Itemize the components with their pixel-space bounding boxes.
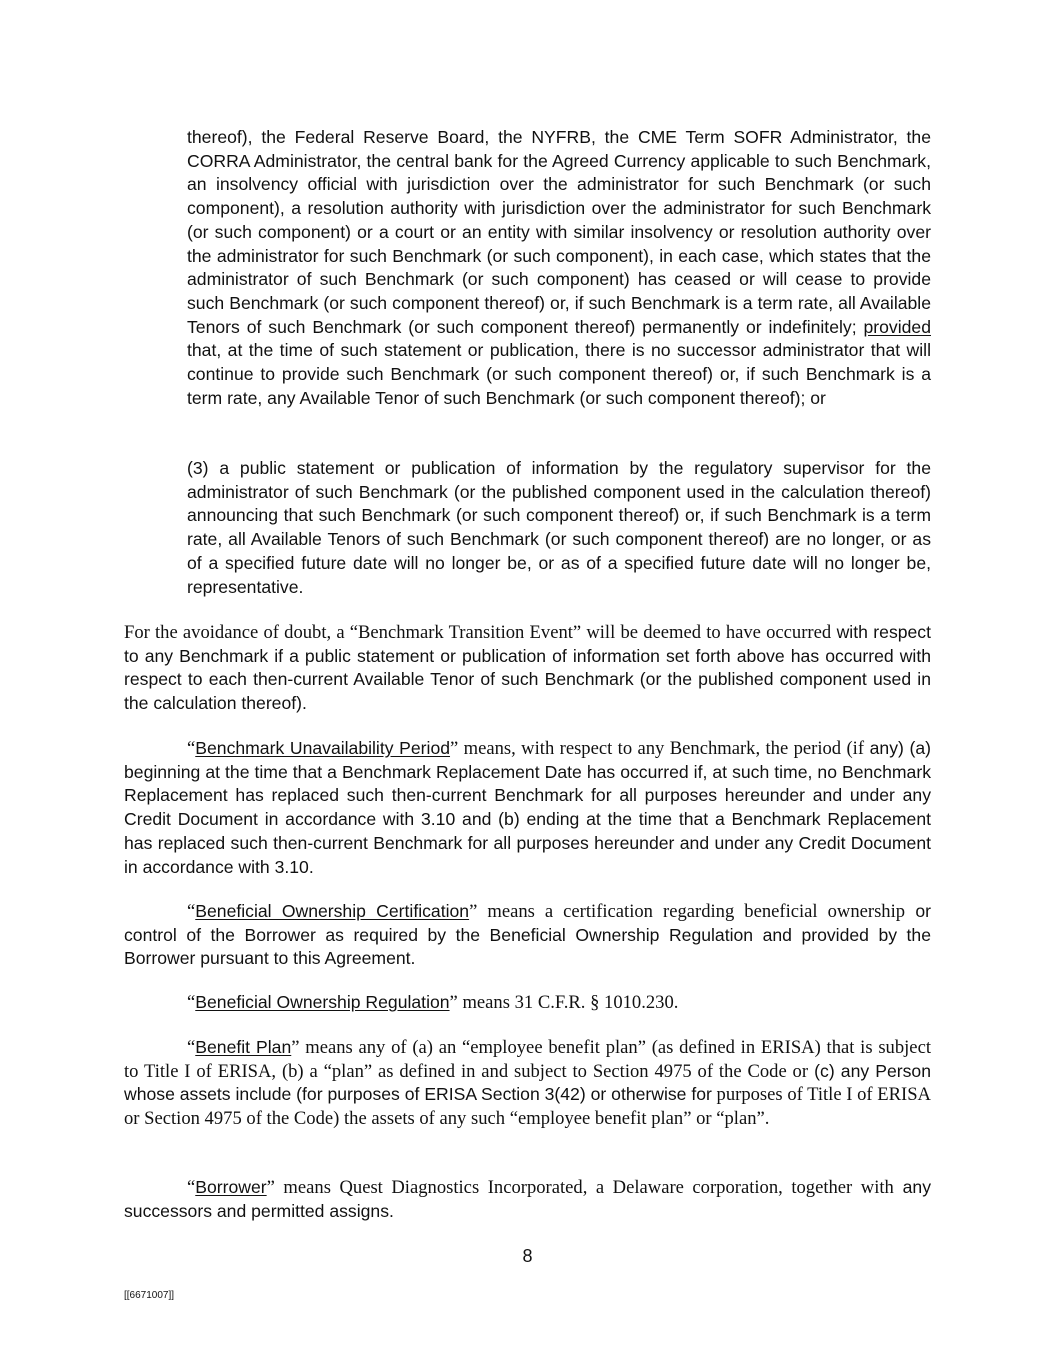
paragraph-text: or control of the Borrower as required by the Beneficial Ownership Regulation and provided by the Borrower pursuant to this Agreement. xyxy=(124,901,931,969)
defined-term: Borrower xyxy=(195,1177,267,1197)
open-quote: “ xyxy=(187,738,196,759)
definition-beneficial-ownership-certification xyxy=(124,900,931,971)
open-quote: “ xyxy=(187,1037,196,1058)
paragraph-text: (3) a public statement or publication of information by the regulatory supervisor for the administrator of such Benchmark (or the published component used in the calculation thereof) announcing that such Benchmark (or such component thereof) or, if such Benchmark is a term rate, all Available Tenors of such Benchmark (or such component thereof) are no longer, or as of a specified future date will no longer be, or as of a specified future date will no longer be, representative. xyxy=(187,458,931,597)
paragraph-text: ” means any of (a) an “employee benefit plan” (as defined in ERISA) that is subject to Title I of ERISA, (b) a “plan” as defined in and subject to Section 4975 of the Code or xyxy=(124,1037,931,1082)
paragraph-text: ” means a certification regarding beneficial ownership xyxy=(469,901,906,922)
page-number: 8 xyxy=(522,1246,533,1266)
paragraph-text: purposes of Title I of ERISA or Section 4975 of the Code) the assets of any such “employee benefit plan” or “plan”. xyxy=(124,1084,931,1130)
provided-term: provided xyxy=(863,316,931,337)
definition-borrower xyxy=(124,1176,931,1223)
paragraph-benchmark-transition-clause-3 xyxy=(187,457,931,599)
paragraph-text: ” means 31 C.F.R. § 1010.230. xyxy=(449,992,679,1013)
paragraph-avoidance-of-doubt xyxy=(124,621,931,716)
defined-term: Benchmark Unavailability Period xyxy=(195,738,451,758)
paragraph-benchmark-transition-clause-2 xyxy=(187,126,931,410)
paragraph-text: with respect to any Benchmark if a public statement or publication of information set forth above has occurred with respect to each then-current Available Tenor of such Benchmark (or the published component used in the calculation thereof). xyxy=(124,622,931,714)
defined-term: Beneficial Ownership Certification xyxy=(195,901,470,921)
paragraph-text: (c) any Person whose assets include (for purposes of ERISA Section 3(42) or otherwise for xyxy=(124,1060,931,1105)
defined-term: Beneficial Ownership Regulation xyxy=(195,992,450,1012)
open-quote: “ xyxy=(187,901,196,922)
definition-benchmark-unavailability-period xyxy=(124,737,931,879)
paragraph-text: ” means, with respect to any Benchmark, the period (if xyxy=(450,738,865,759)
definition-benefit-plan xyxy=(124,1036,931,1131)
definition-beneficial-ownership-regulation xyxy=(124,991,931,1015)
paragraph-text: any) (a) beginning at the time that a Benchmark Replacement Date has occurred if, at such time, no Benchmark Replacement has replaced such then-current Benchmark for all purposes hereunder and under any Credit Document in accordance with 3.10 and (b) ending at the time that a Benchmark Replacement has replaced such then-current Benchmark for all purposes hereunder and under any Credit Document in accordance with 3.10. xyxy=(124,738,931,877)
paragraph-text: ” means Quest Diagnostics Incorporated, a Delaware corporation, together with xyxy=(266,1177,894,1198)
open-quote: “ xyxy=(187,992,196,1013)
document-id: [[6671007]] xyxy=(124,1290,175,1301)
open-quote: “ xyxy=(187,1177,196,1198)
paragraph-text: any successors and permitted assigns. xyxy=(124,1177,931,1221)
paragraph-text: For the avoidance of doubt, a “Benchmark Transition Event” will be deemed to have occurred xyxy=(124,622,832,643)
paragraph-text: that, at the time of such statement or publication, there is no successor administrator that will continue to provide such Benchmark (or such component thereof) or, if such Benchmark is a term rate, any Available Tenor of such Benchmark (or such component thereof); or xyxy=(187,340,931,408)
paragraph-text: thereof), the Federal Reserve Board, the NYFRB, the CME Term SOFR Administrator, the CORRA Administrator, the central bank for the Agreed Currency applicable to such Benchmark, an insolvency official with jurisdiction over the administrator for such Benchmark (or such component), a resolution authority with jurisdiction over the administrator for such Benchmark (or such component) or a court or an entity with similar insolvency or resolution authority over the administrator for such Benchmark (or such component), in each case, which states that the administrator of such Benchmark (or such component) has ceased or will cease to provide such Benchmark (or such component thereof) or, if such Benchmark is a term rate, all Available Tenors of such Benchmark (or such component thereof) permanently or indefinitely; xyxy=(187,127,931,337)
defined-term: Benefit Plan xyxy=(195,1037,292,1057)
